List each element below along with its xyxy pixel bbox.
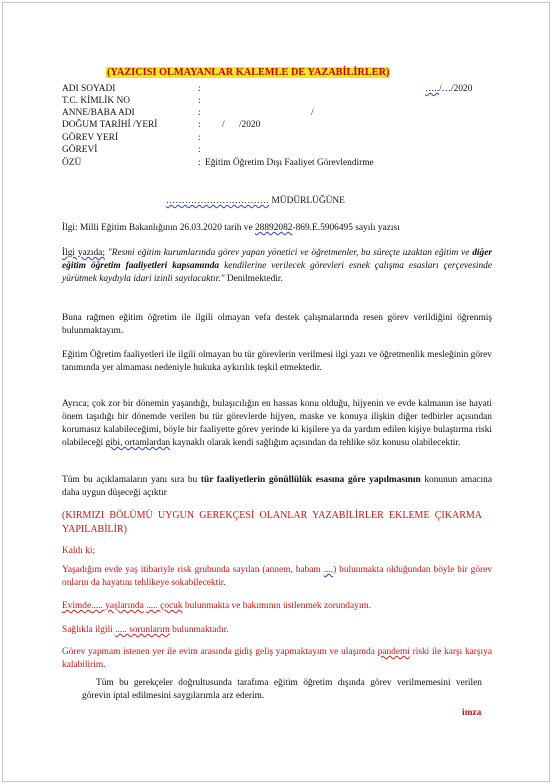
- field-tc-label: T.C. KİMLİK NO: [62, 96, 131, 106]
- red-item-4-b: riski ile karşı karşıya kalabilirim.: [62, 647, 493, 670]
- date-field: [425, 84, 472, 94]
- field-workplace-sep: :: [198, 133, 201, 143]
- red-item-2-b: ..... yaşlarında: [91, 601, 144, 611]
- red-item-1-b: ) bulunmakta olduğundan böyle bir görev onların da hayatını tehlikeye sokabilecektir.: [62, 565, 493, 588]
- red-item-1-a: Yaşadığım evde yaş itibariyle risk grubunda sayılan (annem, babam: [62, 565, 321, 575]
- closing-paragraph: Tüm bu gerekçeler doğrultusunda tarafıma eğitim öğretim dışında görev verilmemesini verilen görevin iptal edilmesini saygılarımla arz ederim.: [82, 678, 482, 701]
- field-birth-label: DOĞUM TARİHİ /YERİ: [62, 120, 158, 130]
- red-notice: (KIRMIZI BÖLÜMÜ UYGUN GEREKÇESİ OLANLAR YAZABİLİRLER EKLEME ÇIKARMA YAPILABİLİR): [62, 510, 482, 535]
- red-item-3: [62, 624, 492, 637]
- red-item-3-b: ..... sorunlarım: [115, 625, 170, 635]
- quote-label: İlgi yazıda;: [62, 248, 105, 258]
- red-item-3-c: bulunmaktadır.: [172, 625, 229, 635]
- field-birth-value: / /2020: [222, 120, 261, 130]
- addressee-text: MÜDÜRLÜĞÜNE: [271, 196, 345, 206]
- paragraph-2: Eğitim Öğretim faaliyetleri ile ilgili olmayan bu tür görevlerin verilmesi ilgi yazı ve öğretmenlik mesleğinin görev tanımında yer almaması nedeniyle hukuka aykırılık teşkil etmektedir.: [62, 350, 492, 373]
- quote-tail: Denilmektedir.: [226, 274, 283, 284]
- red-item-2-c: ..... çocuk: [146, 601, 183, 611]
- red-item-4-wavy: pandemi: [377, 647, 410, 657]
- reference-line: [62, 222, 492, 235]
- addressee-dots: ……………………………: [166, 196, 270, 206]
- header-notice: (YAZICISI OLMAYANLAR KALEMLE DE YAZABİLİRLER): [107, 67, 390, 78]
- field-workplace-label: GÖREV YERİ: [62, 133, 118, 143]
- field-subject-sep: :: [198, 158, 201, 168]
- red-item-2: [62, 600, 492, 613]
- paragraph-3: [62, 398, 492, 450]
- paragraph-4: [62, 474, 492, 500]
- paragraph-1: Buna rağmen eğitim öğretim ile ilgili olmayan vefa destek çalışmalarında resen görev verildiğini öğrenmiş bulunmaktayım.: [62, 313, 492, 336]
- field-parent-label: ANNE/BABA ADI: [62, 108, 135, 118]
- field-birth-sep: :: [198, 120, 201, 130]
- red-item-2-a: Evimde: [62, 601, 92, 611]
- red-item-3-a: Sağlıkla ilgili: [62, 625, 113, 635]
- paragraph-3-a: Ayrıca; çok zor bir dönemin yaşandığı, bulaşıcılığın en hassas konu olduğu, hijyenin ve evde kalmanın ise hayati önem taşıdığı bir dönemde verilen bu tür görevlerde hijyen, maske ve konuya ilişkin diğer tedbirler açısından korumasız kalabileceğimi, böyle bir faaliyette görev yerinde ki kişilere ya da yardım edilen kişiye bulaştırma riski olabileceği: [62, 399, 492, 448]
- date-dots: …..: [425, 84, 440, 94]
- quote-part1: "Resmi eğitim kurumlarında görev yapan yönetici ve öğretmenler, bu süreçte uzaktan eğitim ve: [107, 248, 470, 258]
- field-parent-value: /: [311, 108, 314, 118]
- paragraph-4-bold: tür faaliyetlerin gönüllülük esasına göre yapılmasının: [200, 475, 421, 485]
- signature-label: imza: [462, 708, 482, 718]
- paragraph-4-b: konunun amacına daha uygun düşeceği açıktır: [62, 475, 493, 498]
- paragraph-3-b: kaynaklı olarak kendi sağlığım açısından da tehlike söz konusu olabilecektir.: [172, 438, 461, 448]
- red-item-1-dots: ....: [323, 565, 334, 575]
- reference-number: 28892082: [254, 223, 293, 233]
- field-name-label: ADI SOYADI: [62, 84, 116, 94]
- field-parent-sep: :: [198, 108, 201, 118]
- field-duty-sep: :: [198, 145, 201, 155]
- red-item-4-a: Görev yapmam istenen yer ile evim arasında gidiş geliş yapmaktayım ve ulaşımda: [62, 647, 375, 657]
- reference-label: İlgi:: [62, 223, 78, 233]
- red-item-1: [62, 564, 492, 590]
- quote-part2: kendilerine verilecek görevleri esnek çalışma esasları çerçevesinde yürütmek kaydıyla idari izinli sayılacaktır.": [62, 261, 492, 284]
- field-subject-label: ÖZÜ: [62, 158, 82, 168]
- paragraph-4-a: Tüm bu açıklamaların yanı sıra bu: [62, 475, 198, 485]
- date-rest: /…/2020: [439, 84, 473, 94]
- quote-paragraph: [62, 247, 492, 286]
- red-item-2-d: bulunmakta ve bakımının üstlenmek zorundayım.: [184, 601, 372, 611]
- field-name-sep: :: [198, 84, 201, 94]
- field-duty-label: GÖREVİ: [62, 145, 98, 155]
- red-item-4: [62, 646, 492, 672]
- field-tc-sep: :: [198, 96, 201, 106]
- paragraph-3-wavy: gibi, ortamlardan: [105, 438, 171, 448]
- reference-text-a: Milli Eğitim Bakanlığının 26.03.2020 tarih ve: [79, 223, 253, 233]
- field-subject-value: Eğitim Öğretim Dışı Faaliyet Görevlendirme: [205, 158, 374, 168]
- addressee: [166, 196, 345, 206]
- kaldi-ki: Kaldı ki;: [62, 546, 96, 556]
- quote-bold: diğer eğitim öğretim faaliyetleri kapsamında: [62, 248, 493, 271]
- reference-text-b: -869.E.5906495 sayılı yazısı: [292, 223, 400, 233]
